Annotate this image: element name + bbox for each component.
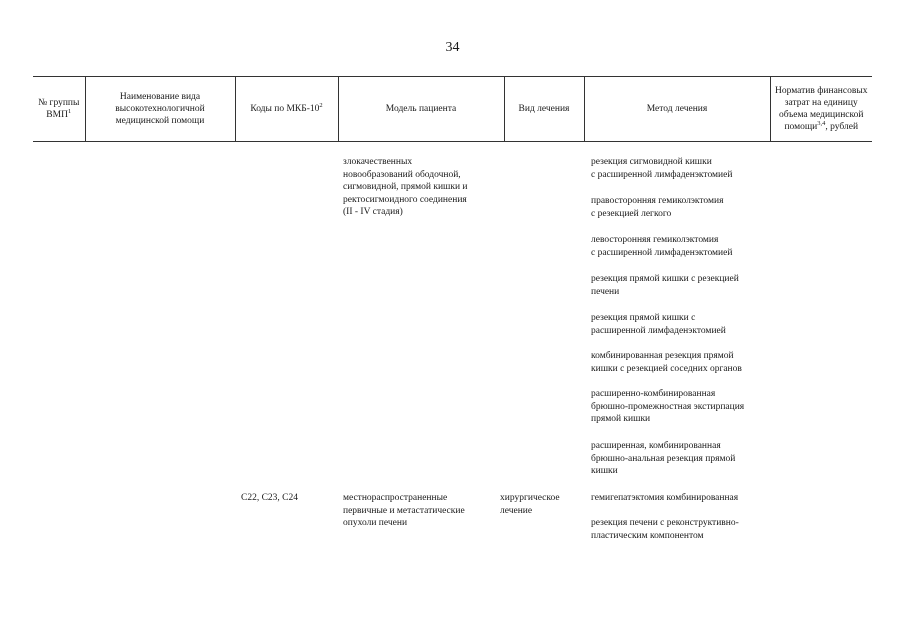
header-icd-codes: Коды по МКБ-$10^2$ (235, 77, 338, 142)
method-item: комбинированная резекция прямой кишки с резекцией соседних органов (591, 351, 742, 374)
method-item: правосторонняя гемиколэктомия с резекцией легкого (591, 196, 724, 219)
icd-codes-row2: C22, C23, C24 (241, 493, 299, 503)
patient-model-row1: злокачественных новообразований ободочной, сигмовидной, прямой кишки и ректосигмоидного соединения (II - IV стадия) (343, 157, 468, 218)
header-treatment-method: Метод лечения (584, 77, 770, 142)
method-item: резекция прямой кишки с расширенной лимфаденэктомией (591, 313, 726, 336)
header-vmp-name: Наименование вида высокотехнологичной медицинской помощи (85, 77, 235, 142)
table-header (33, 76, 872, 142)
method-item: резекция сигмовидной кишки с расширенной лимфаденэктомией (591, 157, 733, 180)
page-number: 34 (445, 40, 460, 55)
header-group-number: № группы ВМП$^1$ (33, 77, 85, 142)
header-cost-standard: Норматив финансовых затрат на единицу объема медицинской помощи$^{3,4}$, рублей (770, 77, 872, 142)
method-item: расширенно-комбинированная брюшно-промежностная экстирпация прямой кишки (591, 389, 745, 425)
method-item: резекция печени с реконструктивно- пластическим компонентом (591, 518, 739, 541)
patient-model-row2: местнораспространенные первичные и метастатические опухоли печени (343, 493, 465, 529)
method-item: расширенная, комбинированная брюшно-анальная резекция прямой кишки (591, 441, 736, 477)
method-item: левосторонняя гемиколэктомия с расширенной лимфаденэктомией (591, 235, 733, 258)
treatment-type-row2: хирургическое лечение (500, 493, 560, 516)
header-treatment-type: Вид лечения (504, 77, 584, 142)
method-item: резекция прямой кишки с резекцией печени (591, 274, 739, 297)
header-patient-model: Модель пациента (338, 77, 504, 142)
method-item: гемигепатэктомия комбинированная (591, 493, 739, 503)
